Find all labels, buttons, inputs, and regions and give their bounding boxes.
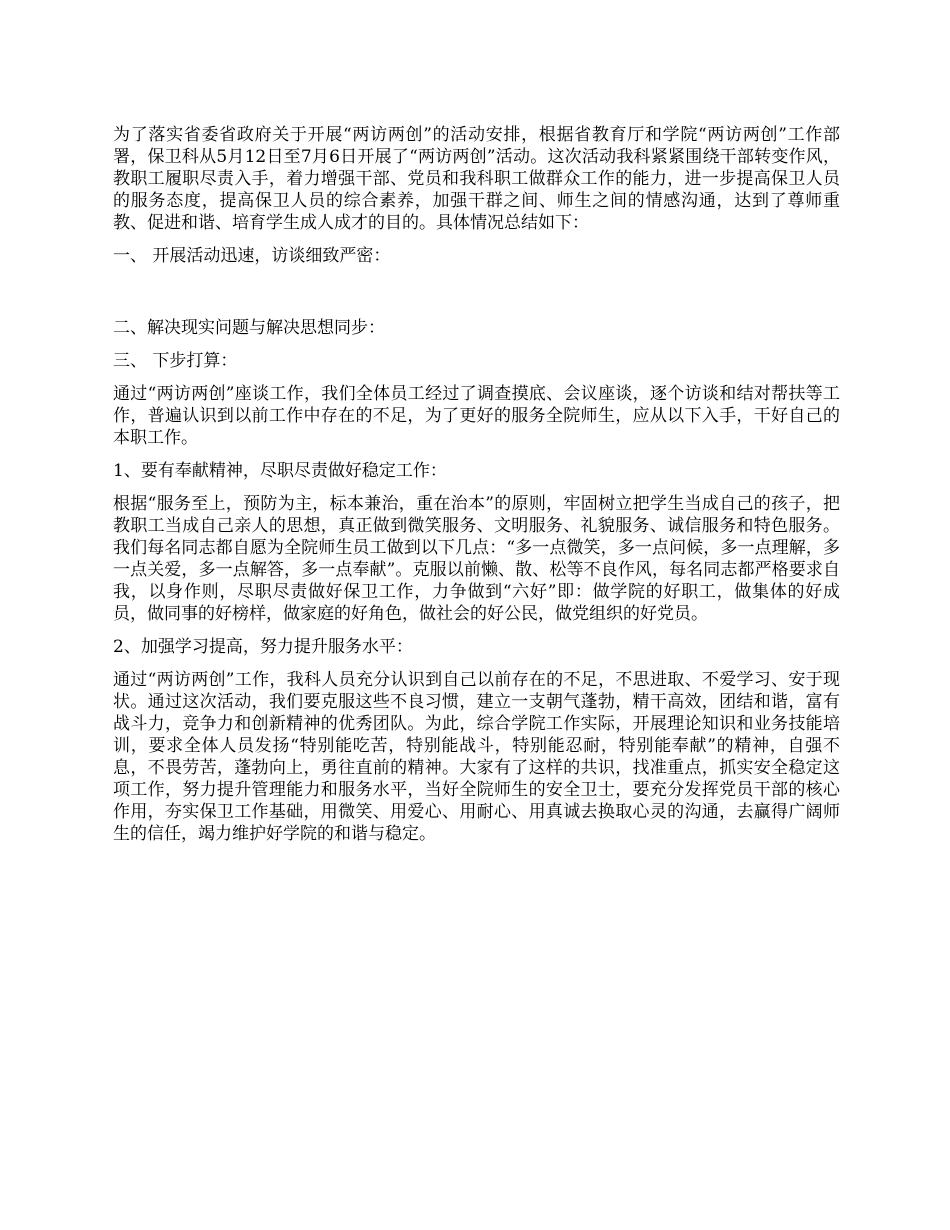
section-3-heading: 三、 下步打算： <box>113 351 238 371</box>
section-3-intro-paragraph: 通过“两访两创”座谈工作，我们全体员工经过了调查摸底、会议座谈，逐个访谈和结对帮扶等工作，普遍认识到以前工作中存在的不足，为了更好的服务全院师生，应从以下入手，干好自己的本职工作。 <box>113 384 840 448</box>
section-1-heading: 一、 开展活动迅速，访谈细致严密： <box>113 246 391 266</box>
point-1-heading: 1、要有奉献精神，尽职尽责做好稳定工作： <box>113 461 447 481</box>
document-page <box>113 124 840 845</box>
point-1-paragraph: 根据“服务至上，预防为主，标本兼治，重在治本”的原则，牢固树立把学生当成自己的孩子，把教职工当成自己亲人的思想，真正做到微笑服务、文明服务、礼貌服务、诚信服务和特色服务。我们每名同志都自愿为全院师生员工做到以下几点：“多一点微笑，多一点问候，多一点理解，多一点关爱，多一点解答，多一点奉献”。克服以前懒、散、松等不良作风，每名同志都严格要求自我，以身作则，尽职尽责做好保卫工作，力争做到“六好”即：做学院的好职工，做集体的好成员，做同事的好榜样，做家庭的好角色，做社会的好公民，做党组织的好党员。 <box>113 494 840 624</box>
intro-paragraph: 为了落实省委省政府关于开展“两访两创”的活动安排，根据省教育厅和学院“两访两创”工作部署，保卫科从5月12日至7月6日开展了“两访两创”活动。这次活动我科紧紧围绕干部转变作风，教职工履职尽责入手，着力增强干部、党员和我科职工做群众工作的能力，进一步提高保卫人员的服务态度，提高保卫人员的综合素养，加强干群之间、师生之间的情感沟通，达到了尊师重教、促进和谐、培育学生成人成才的目的。具体情况总结如下： <box>113 125 840 233</box>
section-2-heading: 二、解决现实问题与解决思想同步： <box>113 318 385 338</box>
point-2-paragraph: 通过“两访两创”工作，我科人员充分认识到自己以前存在的不足，不思进取、不爱学习、安于现状。通过这次活动，我们要克服这些不良习惯，建立一支朝气蓬勃，精干高效，团结和谐，富有战斗力，竞争力和创新精神的优秀团队。为此，综合学院工作实际，开展理论知识和业务技能培训，要求全体人员发扬“特别能吃苦，特别能战斗，特别能忍耐，特别能奉献”的精神，自强不息，不畏劳苦，蓬勃向上，勇往直前的精神。大家有了这样的共识，找准重点，抓实安全稳定这项工作，努力提升管理能力和服务水平，当好全院师生的安全卫士，要充分发挥党员干部的核心作用，夯实保卫工作基础，用微笑、用爱心、用耐心、用真诚去换取心灵的沟通，去赢得广阔师生的信任，竭力维护好学院的和谐与稳定。 <box>113 670 840 844</box>
point-2-heading: 2、加强学习提高，努力提升服务水平： <box>113 637 413 657</box>
